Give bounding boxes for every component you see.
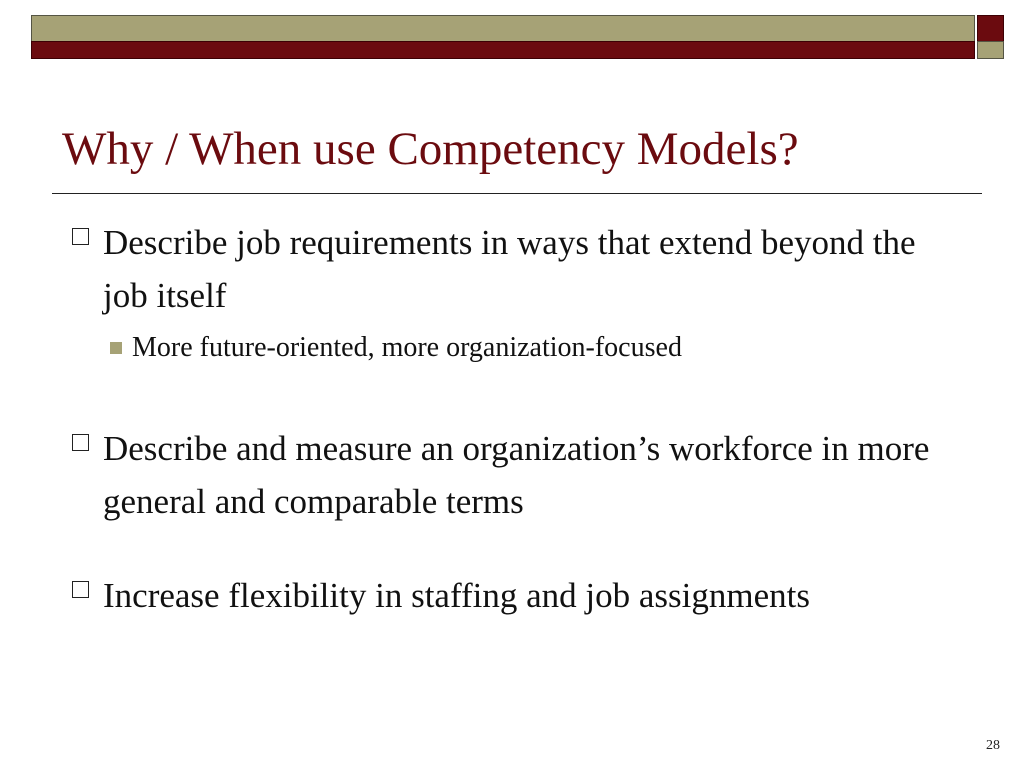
- title-divider: [52, 193, 982, 194]
- page-number: 28: [986, 738, 1000, 753]
- top-banner: [31, 15, 1005, 60]
- slide-title: Why / When use Competency Models?: [62, 123, 799, 175]
- filled-square-icon: [110, 342, 122, 354]
- bullet-text: Describe and measure an organization’s workforce in more general and comparable terms: [103, 429, 930, 521]
- banner-olive-bar: [31, 15, 975, 42]
- bullet-text: Increase flexibility in staffing and job assignments: [103, 576, 810, 615]
- banner-maroon-bar: [31, 41, 975, 59]
- hollow-square-icon: [72, 228, 89, 245]
- hollow-square-icon: [72, 434, 89, 451]
- sub-bullet-text: More future-oriented, more organization-focused: [132, 332, 682, 363]
- hollow-square-icon: [72, 581, 89, 598]
- banner-maroon-square: [977, 15, 1004, 42]
- bullet-text: Describe job requirements in ways that extend beyond the job itself: [103, 223, 916, 315]
- banner-olive-square: [977, 41, 1004, 59]
